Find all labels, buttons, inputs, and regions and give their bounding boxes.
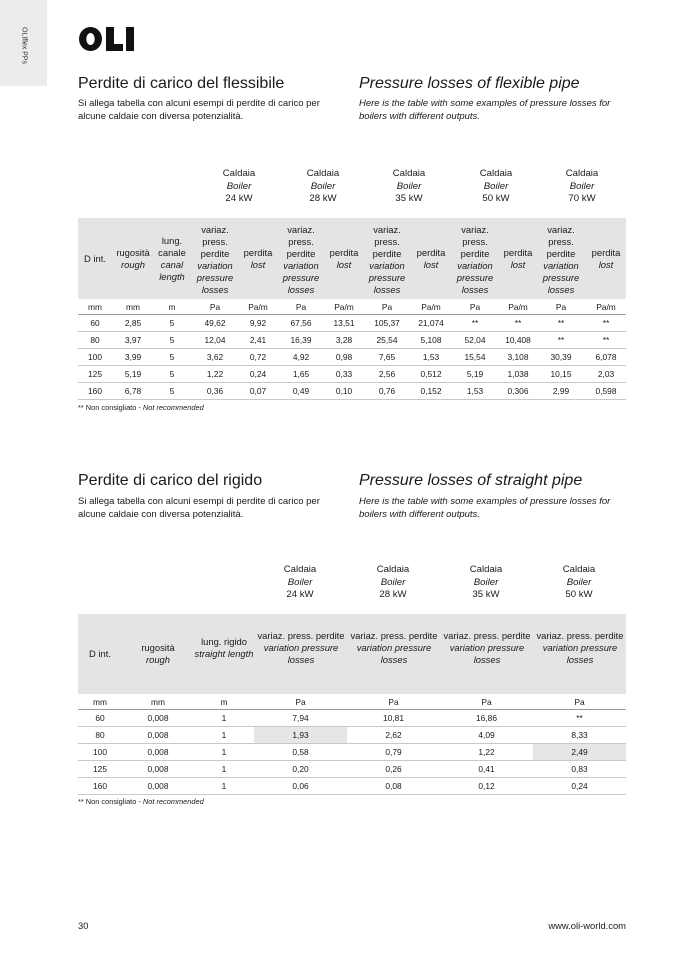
table-cell: 5,19 <box>112 366 154 383</box>
table-row <box>78 315 626 332</box>
flex-hdr-perd-50: perdita lost <box>503 247 533 270</box>
table-cell: 10,81 <box>347 710 440 727</box>
table-cell: Pa <box>254 694 347 710</box>
rigid-boiler-28: Caldaia Boiler 28 kW <box>376 564 410 600</box>
flex-hdr-var-35: variaz. press. perdite variation pressure losses <box>368 224 406 295</box>
table-cell: Pa <box>347 694 440 710</box>
table-cell: Pa <box>450 299 500 315</box>
table-row <box>78 383 626 400</box>
table-cell: 2,49 <box>533 744 626 761</box>
table-cell: Pa <box>536 299 586 315</box>
rigid-hdr-var-28: variaz. press. perdite variation pressure losses <box>350 630 438 665</box>
rigid-hdr-var-35: variaz. press. perdite variation pressure losses <box>443 630 531 665</box>
flex-boiler-50: Caldaia Boiler 50 kW <box>479 168 513 204</box>
rigid-boiler-50: Caldaia Boiler 50 kW <box>562 564 596 600</box>
table-cell: 3,99 <box>112 349 154 366</box>
table-cell: 49,62 <box>190 315 240 332</box>
table-cell: ** <box>533 710 626 727</box>
table-cell: 0,58 <box>254 744 347 761</box>
table-cell: 0,79 <box>347 744 440 761</box>
table-cell: m <box>154 299 190 315</box>
table-cell: Pa/m <box>240 299 276 315</box>
table-cell: 0,008 <box>122 744 194 761</box>
table-cell: ** <box>536 315 586 332</box>
table-cell: 12,04 <box>190 332 240 349</box>
rigid-hdr-rugosita: rugosità rough <box>141 642 175 665</box>
table-cell: 0,152 <box>412 383 450 400</box>
table-cell: 10,408 <box>500 332 536 349</box>
table-cell: 10,15 <box>536 366 586 383</box>
flex-hdr-var-28: variaz. press. perdite variation pressure losses <box>282 224 320 295</box>
flex-hdr-perd-24: perdita lost <box>243 247 273 270</box>
table-cell: 4,92 <box>276 349 326 366</box>
rigid-title-en: Pressure losses of straight pipe <box>359 472 583 489</box>
flex-hdr-var-70: variaz. press. perdite variation pressure losses <box>542 224 580 295</box>
table-cell: 30,39 <box>536 349 586 366</box>
rigid-hdr-dint: D int. <box>89 648 111 659</box>
flex-hdr-var-50: variaz. press. perdite variation pressure losses <box>456 224 494 295</box>
table-cell: Pa <box>440 694 533 710</box>
table-row <box>78 332 626 349</box>
flex-hdr-rugosita: rugosità rough <box>116 247 150 270</box>
table-cell: 105,37 <box>362 315 412 332</box>
rigid-hdr-lung: lung. rigido straight length <box>194 636 254 659</box>
table-cell: 1,22 <box>440 744 533 761</box>
oli-logo <box>79 24 139 54</box>
table-cell: 80 <box>78 727 122 744</box>
rigid-desc-it: Si allega tabella con alcuni esempi di perdite di carico per alcune caldaie con diversa potenzialità. <box>78 496 320 520</box>
table-cell: 1 <box>194 761 254 778</box>
table-cell: 100 <box>78 349 112 366</box>
flex-table <box>78 299 626 400</box>
table-cell: 8,33 <box>533 727 626 744</box>
table-cell: 1 <box>194 778 254 795</box>
rigid-table <box>78 694 626 795</box>
table-cell: 3,108 <box>500 349 536 366</box>
table-cell: 5,19 <box>450 366 500 383</box>
rigid-note: ** Non consigliato - Not recommended <box>78 797 204 806</box>
rigid-hdr-var-24: variaz. press. perdite variation pressure losses <box>257 630 345 665</box>
table-cell: 0,36 <box>190 383 240 400</box>
table-cell: 3,62 <box>190 349 240 366</box>
table-cell: ** <box>536 332 586 349</box>
table-cell: 6,078 <box>586 349 626 366</box>
table-cell: mm <box>112 299 154 315</box>
table-cell: 25,54 <box>362 332 412 349</box>
table-cell: 15,54 <box>450 349 500 366</box>
table-cell: 1 <box>194 710 254 727</box>
table-cell: 2,41 <box>240 332 276 349</box>
side-tab-label: OLIflex PPs <box>20 27 28 64</box>
flex-units-row <box>78 299 626 315</box>
table-cell: 5 <box>154 349 190 366</box>
flex-title-it: Perdite di carico del flessibile <box>78 75 285 92</box>
table-cell: Pa/m <box>500 299 536 315</box>
table-cell: 16,86 <box>440 710 533 727</box>
table-row <box>78 761 626 778</box>
table-row <box>78 349 626 366</box>
table-cell: 0,24 <box>533 778 626 795</box>
table-cell: 0,10 <box>326 383 362 400</box>
flex-desc-it: Si allega tabella con alcuni esempi di perdite di carico per alcune caldaie con diversa potenzialità. <box>78 98 320 122</box>
table-cell: 2,85 <box>112 315 154 332</box>
table-cell: 21,074 <box>412 315 450 332</box>
flex-hdr-dint: D int. <box>84 253 106 264</box>
table-cell: 1,038 <box>500 366 536 383</box>
table-cell: mm <box>122 694 194 710</box>
table-cell: Pa <box>190 299 240 315</box>
table-cell: 0,24 <box>240 366 276 383</box>
rigid-units-row <box>78 694 626 710</box>
table-cell: 67,56 <box>276 315 326 332</box>
table-cell: ** <box>586 315 626 332</box>
rigid-hdr-var-50: variaz. press. perdite variation pressure losses <box>536 630 624 665</box>
table-cell: 60 <box>78 315 112 332</box>
footer-website[interactable]: www.oli-world.com <box>548 920 626 931</box>
table-cell: 1,93 <box>254 727 347 744</box>
table-cell: 5 <box>154 332 190 349</box>
table-cell: 125 <box>78 366 112 383</box>
rigid-boiler-35: Caldaia Boiler 35 kW <box>469 564 503 600</box>
table-cell: Pa <box>533 694 626 710</box>
table-cell: 0,33 <box>326 366 362 383</box>
page-number: 30 <box>78 920 89 931</box>
table-cell: 0,008 <box>122 710 194 727</box>
table-cell: 1,65 <box>276 366 326 383</box>
flex-desc-en: Here is the table with some examples of pressure losses for boilers with different outputs. <box>359 98 611 122</box>
table-cell: mm <box>78 299 112 315</box>
table-cell: 1 <box>194 744 254 761</box>
table-cell: 1,22 <box>190 366 240 383</box>
table-cell: Pa <box>362 299 412 315</box>
flex-hdr-perd-28: perdita lost <box>329 247 359 270</box>
table-cell: 0,008 <box>122 727 194 744</box>
table-cell: 0,008 <box>122 778 194 795</box>
table-cell: 2,03 <box>586 366 626 383</box>
table-row <box>78 778 626 795</box>
table-cell: 13,51 <box>326 315 362 332</box>
table-row <box>78 710 626 727</box>
table-cell: 0,26 <box>347 761 440 778</box>
table-row <box>78 727 626 744</box>
table-cell: 5 <box>154 383 190 400</box>
table-cell: 5 <box>154 366 190 383</box>
table-cell: 0,41 <box>440 761 533 778</box>
flex-hdr-lung: lung. canale canal length <box>158 235 186 282</box>
table-cell: Pa <box>276 299 326 315</box>
table-cell: 2,99 <box>536 383 586 400</box>
table-cell: 100 <box>78 744 122 761</box>
table-cell: 160 <box>78 778 122 795</box>
table-cell: 160 <box>78 383 112 400</box>
table-cell: 0,49 <box>276 383 326 400</box>
table-cell: 3,97 <box>112 332 154 349</box>
rigid-boiler-24: Caldaia Boiler 24 kW <box>283 564 317 600</box>
table-cell: m <box>194 694 254 710</box>
table-cell: 0,306 <box>500 383 536 400</box>
table-cell: 7,94 <box>254 710 347 727</box>
table-cell: 9,92 <box>240 315 276 332</box>
table-cell: 2,56 <box>362 366 412 383</box>
table-cell: Pa/m <box>586 299 626 315</box>
table-cell: 2,62 <box>347 727 440 744</box>
flex-boiler-35: Caldaia Boiler 35 kW <box>392 168 426 204</box>
table-cell: 0,12 <box>440 778 533 795</box>
table-cell: 52,04 <box>450 332 500 349</box>
flex-title-en: Pressure losses of flexible pipe <box>359 75 580 92</box>
flex-hdr-perd-35: perdita lost <box>416 247 446 270</box>
table-cell: 0,512 <box>412 366 450 383</box>
rigid-desc-en: Here is the table with some examples of pressure losses for boilers with different outputs. <box>359 496 611 520</box>
table-cell: 7,65 <box>362 349 412 366</box>
flex-boiler-24: Caldaia Boiler 24 kW <box>222 168 256 204</box>
table-cell: 5 <box>154 315 190 332</box>
flex-note: ** Non consigliato - Not recommended <box>78 403 204 412</box>
table-cell: ** <box>586 332 626 349</box>
table-cell: 6,78 <box>112 383 154 400</box>
table-cell: Pa/m <box>412 299 450 315</box>
flex-hdr-var-24: variaz. press. perdite variation pressure losses <box>196 224 234 295</box>
table-cell: 80 <box>78 332 112 349</box>
flex-boiler-70: Caldaia Boiler 70 kW <box>565 168 599 204</box>
table-cell: 0,598 <box>586 383 626 400</box>
table-cell: ** <box>450 315 500 332</box>
table-cell: 1 <box>194 727 254 744</box>
table-cell: mm <box>78 694 122 710</box>
table-cell: 0,08 <box>347 778 440 795</box>
table-cell: ** <box>500 315 536 332</box>
table-cell: 0,07 <box>240 383 276 400</box>
table-cell: 0,72 <box>240 349 276 366</box>
table-cell: 3,28 <box>326 332 362 349</box>
flex-hdr-perd-70: perdita lost <box>591 247 621 270</box>
table-cell: 5,108 <box>412 332 450 349</box>
table-row <box>78 366 626 383</box>
table-cell: 0,06 <box>254 778 347 795</box>
table-cell: Pa/m <box>326 299 362 315</box>
table-cell: 60 <box>78 710 122 727</box>
table-cell: 0,20 <box>254 761 347 778</box>
table-cell: 0,76 <box>362 383 412 400</box>
table-cell: 0,008 <box>122 761 194 778</box>
table-cell: 4,09 <box>440 727 533 744</box>
table-cell: 125 <box>78 761 122 778</box>
table-cell: 0,83 <box>533 761 626 778</box>
table-cell: 0,98 <box>326 349 362 366</box>
table-cell: 16,39 <box>276 332 326 349</box>
table-cell: 1,53 <box>412 349 450 366</box>
table-cell: 1,53 <box>450 383 500 400</box>
logo-mark <box>79 27 134 51</box>
side-tab <box>0 0 47 86</box>
table-row <box>78 744 626 761</box>
flex-boiler-28: Caldaia Boiler 28 kW <box>306 168 340 204</box>
rigid-title-it: Perdite di carico del rigido <box>78 472 263 489</box>
